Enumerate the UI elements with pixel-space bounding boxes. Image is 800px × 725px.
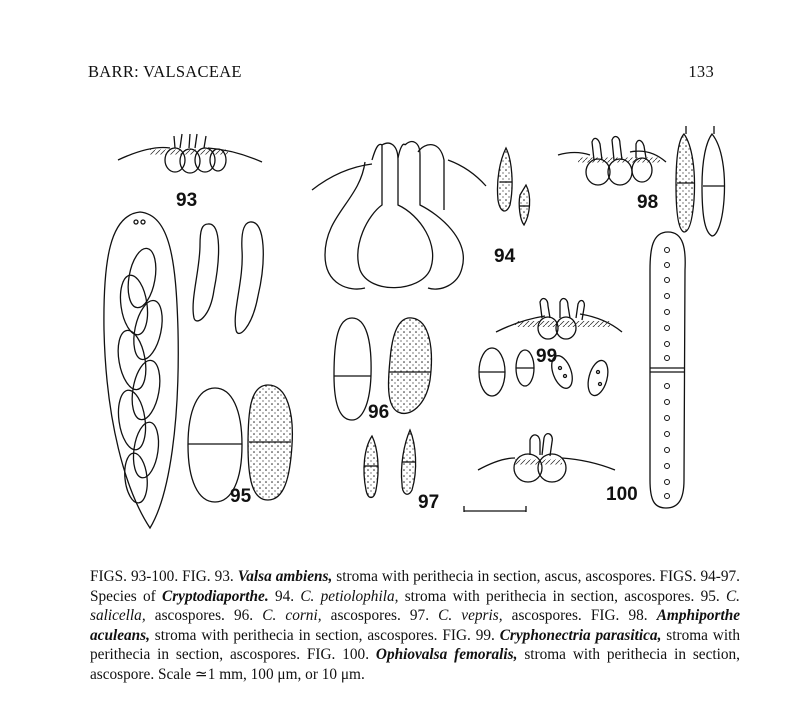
fig95-label: 95 xyxy=(230,486,252,507)
caption-species-c-petiolophila: C. petiolophila, xyxy=(300,587,399,605)
scale-bar xyxy=(464,506,526,512)
caption-text: stroma with perithecia in section, ascospores. FIG. 99. xyxy=(149,626,500,644)
fig99-stroma-drawing xyxy=(496,299,622,339)
fig97-label: 97 xyxy=(418,492,440,513)
caption-species-cryphonectria-parasitica: Cryphonectria parasitica, xyxy=(499,626,662,644)
caption-text: stroma with perithecia in section, ascus, ascospores. FIGS. 94-97. Species of xyxy=(90,568,741,605)
caption-text: stroma with perithecia in section, ascospores. FIG. 100. xyxy=(90,626,740,664)
fig98-stroma-drawing xyxy=(558,137,666,185)
page-number: 133 xyxy=(688,62,714,81)
fig100-stroma-drawing xyxy=(478,434,615,482)
fig94-stroma-drawing xyxy=(312,142,486,290)
caption-text: ascospores. 97. xyxy=(321,607,439,625)
caption-species-c-corni: C. corni, xyxy=(262,607,322,625)
caption-text: ascospores. 96. xyxy=(145,607,263,625)
fig98-label: 98 xyxy=(637,192,659,213)
caption-species-c-salicella: C. salicella, xyxy=(90,587,741,625)
caption-genus-cryptodiaporthe: Cryptodiaporthe. xyxy=(162,587,269,605)
caption-species-ophiovalsa-femoralis: Ophiovalsa femoralis, xyxy=(375,646,518,664)
fig99-label: 99 xyxy=(536,346,558,367)
fig98-ascospores-drawing xyxy=(676,126,725,236)
fig100-label: 100 xyxy=(606,484,638,505)
caption-text: stroma with perithecia in section, ascospores. 95. xyxy=(398,587,726,605)
fig93-ascospores-drawing xyxy=(193,222,263,334)
fig93-label: 93 xyxy=(176,190,198,211)
fig97-ascospores-drawing xyxy=(364,430,416,498)
figure-caption xyxy=(90,567,740,685)
running-head: BARR: VALSACEAE xyxy=(88,62,242,81)
caption-text: FIGS. 93-100. FIG. 93. xyxy=(90,568,238,585)
caption-species-c-vepris: C. vepris, xyxy=(438,607,503,625)
fig96-label: 96 xyxy=(368,402,390,423)
caption-species-amphiporthe-aculeans: Amphiporthe aculeans, xyxy=(90,607,741,644)
fig94-label: 94 xyxy=(494,246,516,267)
fig94-ascospores-drawing xyxy=(497,148,529,225)
fig93-ascus-drawing xyxy=(104,212,178,528)
caption-text: 94. xyxy=(268,587,301,605)
fig95-ascospores-drawing xyxy=(188,385,292,502)
caption-text: ascospores. FIG. 98. xyxy=(502,607,657,625)
caption-species-valsa-ambiens: Valsa ambiens, xyxy=(237,568,333,585)
fig93-stroma-drawing xyxy=(118,134,262,173)
fig100-ascospore-drawing xyxy=(650,232,685,508)
caption-text: stroma with perithecia in section, ascospore. Scale ≃1 mm, 100 μm, or 10 μm. xyxy=(90,646,740,683)
